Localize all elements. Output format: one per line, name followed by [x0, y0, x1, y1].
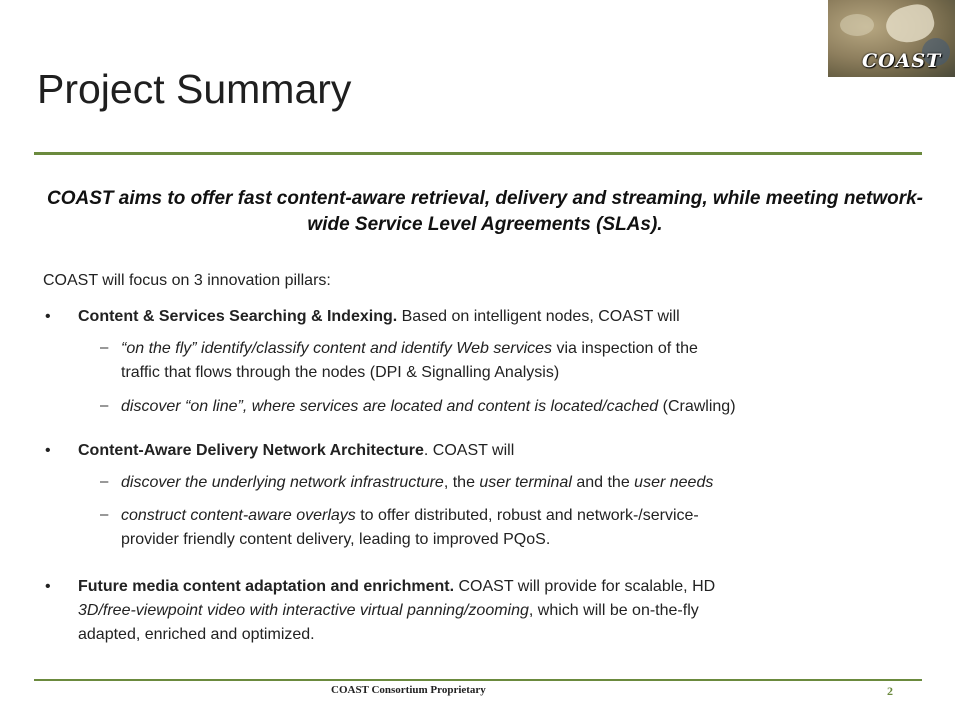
pillar-1-heading: Content & Services Searching & Indexing. — [78, 308, 398, 325]
bullet-marker: • — [45, 442, 51, 459]
footer-text: COAST Consortium Proprietary — [331, 684, 486, 696]
bullet-marker: • — [45, 578, 51, 595]
item-text: , the — [443, 474, 480, 491]
item-italic: discover the underlying network infrastructure — [121, 474, 444, 491]
pillar-3-heading: Future media content adaptation and enrichment. — [78, 578, 455, 595]
pillar-1 — [78, 305, 928, 329]
pillar-2-heading: Content-Aware Delivery Network Architecture — [78, 442, 424, 459]
pillar-3-text: COAST will provide for scalable, HD — [454, 578, 716, 595]
item-text: to offer distributed, robust and network-/service- — [355, 507, 699, 524]
intro-text: COAST will focus on 3 innovation pillars: — [43, 272, 331, 289]
item-italic: user needs — [634, 474, 714, 491]
page-number: 2 — [887, 684, 893, 698]
footer-divider — [34, 679, 922, 681]
item-italic: user terminal — [479, 474, 572, 491]
pillar-1-text: Based on intelligent nodes, COAST will — [397, 308, 680, 325]
pillar-3-italic: 3D/free-viewpoint video with interactive virtual panning/zooming — [78, 602, 529, 619]
logo-text: COAST — [862, 50, 942, 72]
pillar-2-item-2 — [121, 504, 921, 552]
title-divider — [34, 152, 922, 155]
dash-marker: – — [100, 397, 109, 414]
bullet-marker: • — [45, 308, 51, 325]
item-italic: construct content-aware overlays — [121, 507, 356, 524]
pillar-1-item-2 — [121, 395, 921, 419]
lead-statement: COAST aims to offer fast content-aware retrieval, delivery and streaming, while meeting network-wide Service Level Agreements (SLAs). — [47, 188, 923, 235]
slide-title: Project Summary — [37, 66, 352, 112]
dash-marker: – — [100, 506, 109, 523]
pillar-1-item-1 — [121, 337, 921, 385]
item-text-line2: provider friendly content delivery, leading to improved PQoS. — [121, 531, 551, 548]
item-text: and the — [571, 474, 635, 491]
item-text-line2: traffic that flows through the nodes (DPI & Signalling Analysis) — [121, 364, 560, 381]
pillar-2 — [78, 439, 928, 463]
pillar-3-text-line3: adapted, enriched and optimized. — [78, 626, 315, 643]
pillar-2-item-1 — [121, 471, 921, 495]
item-italic: discover “on line”, where services are located and content is located/cached — [121, 398, 659, 415]
dash-marker: – — [100, 473, 109, 490]
coast-logo — [828, 0, 955, 77]
pillar-3-text-line2: , which will be on-the-fly — [528, 602, 699, 619]
item-italic: “on the fly” identify/classify content and identify Web services — [121, 340, 553, 357]
dash-marker: – — [100, 339, 109, 356]
pillar-2-text: . COAST will — [423, 442, 515, 459]
logo-map-shape — [840, 14, 874, 36]
pillar-3 — [78, 575, 928, 647]
item-text: (Crawling) — [658, 398, 736, 415]
item-text: via inspection of the — [552, 340, 698, 357]
